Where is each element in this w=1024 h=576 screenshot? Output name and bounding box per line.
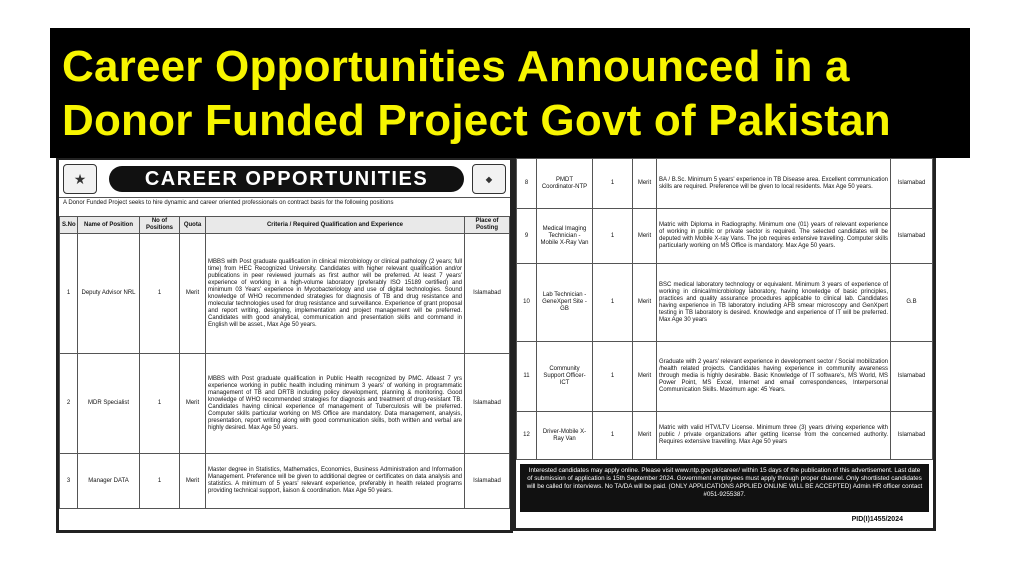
- row-place: G.B: [891, 264, 933, 342]
- table-row: [517, 264, 933, 342]
- row-quota: Merit: [633, 342, 657, 412]
- row-sno: 8: [517, 159, 537, 209]
- row-position: Community Support Officer- ICT: [537, 342, 593, 412]
- row-position: PMDT Coordinator-NTP: [537, 159, 593, 209]
- row-criteria: BA / B.Sc. Minimum 5 years' experience in TB Disease area. Excellent communication skills are required. Preference will be given to local residents. Max Age 50 years.: [657, 159, 891, 209]
- row-count: 1: [140, 454, 180, 509]
- row-quota: Merit: [633, 209, 657, 264]
- table-row: [517, 159, 933, 209]
- jobs-table-left: [59, 216, 510, 509]
- row-position: Deputy Advisor NRL: [78, 234, 140, 354]
- ad-intro: A Donor Funded Project seeks to hire dynamic and career oriented professionals on contract basis for the following positions: [63, 200, 394, 206]
- row-criteria: Master degree in Statistics, Mathematics, Economics, Business Administration and Information Management. Preference will be given to additional degree or certificates on data analysis and statistics. A minimum of 5 years' relevant experience, preferably in health related programs providing technical support, liaison & coordination. Max Age 50 years.: [206, 454, 465, 509]
- col-sno: S.No: [60, 217, 78, 234]
- row-position: Manager DATA: [78, 454, 140, 509]
- row-sno: 9: [517, 209, 537, 264]
- jobs-table-right: [516, 158, 933, 460]
- program-logo-icon: ◆: [472, 164, 506, 194]
- row-sno: 3: [60, 454, 78, 509]
- col-position: Name of Position: [78, 217, 140, 234]
- headline-line-1: Career Opportunities Announced in a: [62, 42, 850, 91]
- row-count: 1: [593, 209, 633, 264]
- col-criteria: Criteria / Required Qualification and Experience: [206, 217, 465, 234]
- application-notice: Interested candidates may apply online. Please visit www.ntp.gov.pk/career/ within 15 days of the publication of this advertisement. Last date of submission of application is 15th September 2024. Government employees must apply through proper channel. Only shortlisted candidates will be called for interviews. No TA/DA will be paid. (ONLY APPLICATIONS APPLIED ONLINE WILL BE ACCEPTED) Admin HR officer contact #051-9255387.: [520, 464, 929, 512]
- row-place: Islamabad: [891, 209, 933, 264]
- row-position: Medical Imaging Technician - Mobile X-Ray Van: [537, 209, 593, 264]
- pid-number: PID(I)1455/2024: [851, 516, 903, 523]
- row-criteria: Matric with valid HTV/LTV License. Minimum three (3) years driving experience with public / private organizations after getting license from the concerned authority. Requires extensive travelling. Max Age 50 years: [657, 412, 891, 460]
- ad-clipping-left: [56, 157, 513, 533]
- row-count: 1: [593, 264, 633, 342]
- row-sno: 2: [60, 354, 78, 454]
- row-criteria: Graduate with 2 years' relevant experience in development sector / Social mobilization /health related projects. Candidates having experience in community awareness through media is highly desirable. Basic Knowledge of IT software's, MS World, MS Power Point, MS Excel, Internet and email correspondences, Interpersonal Communication Skills. Maximum age: 45 Years.: [657, 342, 891, 412]
- headline-line-2: Donor Funded Project Govt of Pakistan: [62, 96, 891, 145]
- ad-clipping-right: [513, 155, 936, 531]
- row-quota: Merit: [180, 354, 206, 454]
- row-criteria: Matric with Diploma in Radiography. Minimum one (01) years of relevant experience of working in public or private sector is required. The selected candidates will be deputed with Mobile X-ray Vans. The job requires extensive travelling. Computer skills particularly working on MS Office is mandatory. Max Age 50 years.: [657, 209, 891, 264]
- row-position: MDR Specialist: [78, 354, 140, 454]
- government-emblem-icon: ★: [63, 164, 97, 194]
- row-quota: Merit: [180, 454, 206, 509]
- row-place: Islamabad: [891, 412, 933, 460]
- row-place: Islamabad: [465, 354, 510, 454]
- row-count: 1: [140, 354, 180, 454]
- row-position: Lab Technician - GeneXpert Site - GB: [537, 264, 593, 342]
- row-sno: 11: [517, 342, 537, 412]
- row-count: 1: [593, 412, 633, 460]
- ad-header: [59, 160, 510, 198]
- row-position: Driver-Mobile X- Ray Van: [537, 412, 593, 460]
- row-quota: Merit: [180, 234, 206, 354]
- col-place: Place of Posting: [465, 217, 510, 234]
- ad-title: CAREER OPPORTUNITIES: [109, 166, 464, 192]
- table-row: [517, 412, 933, 460]
- table-row: [60, 454, 510, 509]
- col-quota: Quota: [180, 217, 206, 234]
- row-count: 1: [140, 234, 180, 354]
- row-place: Islamabad: [465, 454, 510, 509]
- table-row: [60, 354, 510, 454]
- row-criteria: MBBS with Post graduate qualification in clinical microbiology or clinical pathology (2 years; full time) from HEC Recognized University. Candidates with higher relevant qualification and/or publications in peer reviewed journals as first author will be preferred. At least 7 years' experience of working in a high-volume laboratory (preferably ISO 15189 certified) and minimum 03 Years' experience in Mycobacteriology and use of digital technologies. Sound knowledge of WHO recommended strategies for diagnosis of TB and drug resistance and molecular technologies used for drug resistance and surveillance. Experience of grant proposal and report writing, designing, implementation and project management will be preferred. Candidates with good analytical, communication and presentation skills and command in English will be asset., Max Age 50 years.: [206, 234, 465, 354]
- row-count: 1: [593, 342, 633, 412]
- table-row: [517, 209, 933, 264]
- table-row: [60, 234, 510, 354]
- row-place: Islamabad: [465, 234, 510, 354]
- row-sno: 10: [517, 264, 537, 342]
- row-sno: 12: [517, 412, 537, 460]
- row-criteria: BSC medical laboratory technology or equivalent. Minimum 3 years of experience of working in clinical/microbiology laboratory, having knowledge of basic principles, practices and quality assurance procedures applicable to clinical lab. Candidates having experience in TB laboratory including AFB smear microscopy and GenXpert testing in TB laboratory is desired. Knowledge and experience of IT will be preferred. Max Age 30 years: [657, 264, 891, 342]
- row-criteria: MBBS with Post graduate qualification in Public Health recognized by PMC. Atleast 7 yrs experience working in public health including minimum 3 years' of working in programmatic management of TB and DRTB including policy development, planning & monitoring. Good knowledge of WHO recommended strategies for diagnosis and treatment of drug-resistant TB. Candidates having clinical experience of management of Tuberculosis will be preferred. Computer skills particular working on MS Office are mandatory. Data management, analysis, presentation, report writing along with good communication skills, both written and verbal are highly desired. Max Age 50 years.: [206, 354, 465, 454]
- table-header-row: [60, 217, 510, 234]
- row-place: Islamabad: [891, 159, 933, 209]
- row-quota: Merit: [633, 159, 657, 209]
- row-quota: Merit: [633, 412, 657, 460]
- row-count: 1: [593, 159, 633, 209]
- row-quota: Merit: [633, 264, 657, 342]
- table-row: [517, 342, 933, 412]
- row-place: Islamabad: [891, 342, 933, 412]
- col-count: No of Positions: [140, 217, 180, 234]
- headline-banner: [50, 28, 970, 158]
- row-sno: 1: [60, 234, 78, 354]
